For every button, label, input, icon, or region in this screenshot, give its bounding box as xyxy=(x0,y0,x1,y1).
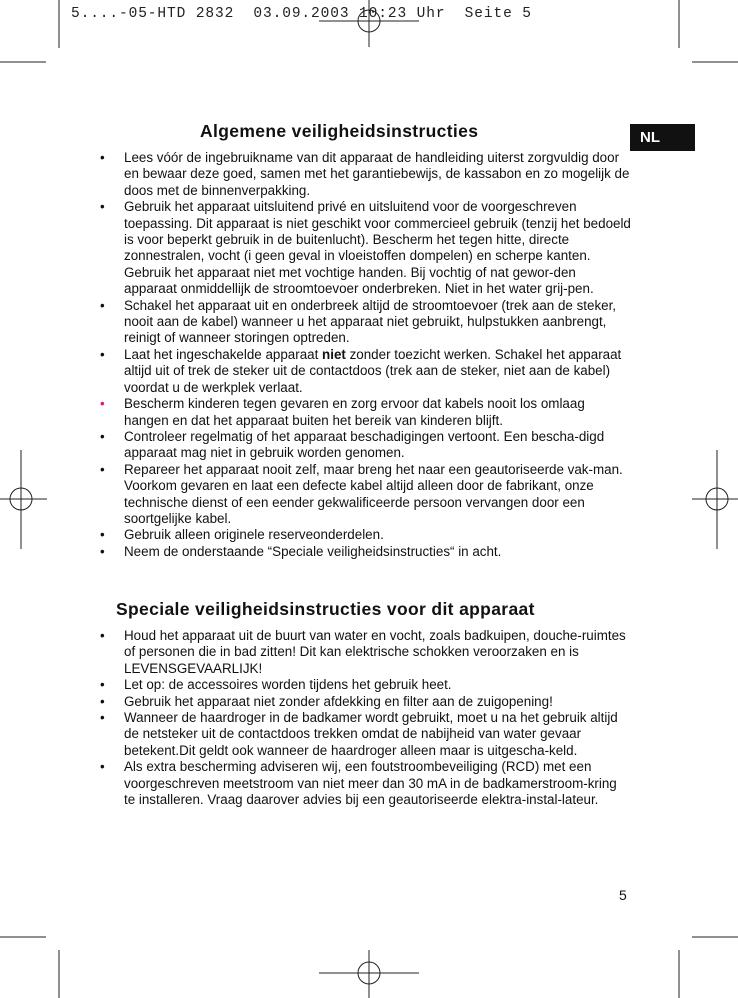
special-safety-list xyxy=(107,628,631,808)
list-item xyxy=(107,347,631,396)
section-title-special: Speciale veiligheidsinstructies voor dit apparaat xyxy=(116,599,535,619)
registration-mark-bottom xyxy=(319,950,419,998)
page-number: 5 xyxy=(619,887,627,903)
list-item: • Schakel het apparaat uit en onderbreek altijd de stroomtoevoer (trek aan de steker, nooit aan de kabel) wanneer u het apparaat niet gebruikt, hulpstukken aanbrengt, reinigt of wanneer storingen optreden. xyxy=(107,298,631,347)
list-item: • Repareer het apparaat nooit zelf, maar breng het naar een geautoriseerde vak-man. Voorkom gevaren en laat een defecte kabel altijd alleen door de fabrikant, onze technische dienst of een eender gekwalificeerde persoon vervangen door een soortgelijke kabel. xyxy=(107,462,631,528)
list-item: • Let op: de accessoires worden tijdens het gebruik heet. xyxy=(107,677,631,693)
list-item: • Controleer regelmatig of het apparaat beschadigingen vertoont. Een bescha-digd apparaat mag niet in gebruik worden genomen. xyxy=(107,429,631,462)
list-item-text: zonder toezicht werken. Schakel het apparaat altijd uit of trek de steker uit de contactdoos (trek aan de steker, niet aan de kabel) voordat u de werkplek verlaat. xyxy=(124,346,622,395)
language-tab: NL xyxy=(630,124,695,151)
list-item: • Gebruik het apparaat uitsluitend privé en uitsluitend voor de voorgeschreven toepassing. Dit apparaat is niet geschikt voor commercieel gebruik (tenzij het bedoeld is voor beperkt gebruik in de buitenlucht). Bescherm het tegen hitte, directe zonnestralen, vocht (i geen geval in vloeistoffen dompelen) en scherpe kanten. Gebruik het apparaat niet met vochtige handen. Bij vochtig of nat gewor-den apparaat onmiddellijk de stroomtoevoer onderbreken. Niet in het water grij-pen. xyxy=(107,199,631,297)
list-item: • Wanneer de haardroger in de badkamer wordt gebruikt, moet u na het gebruik altijd de netsteker uit de contactdoos trekken omdat de nabijheid van water gevaar betekent.Dit geldt ook wanneer de haardroger alleen maar is uitgescha-keld. xyxy=(107,710,631,759)
list-item-highlighted: • Bescherm kinderen tegen gevaren en zorg ervoor dat kabels nooit los omlaag hangen en dat het apparaat buiten het bereik van kinderen blijft. xyxy=(107,396,631,429)
registration-mark-top xyxy=(319,0,419,47)
section-title-general: Algemene veiligheidsinstructies xyxy=(200,121,479,141)
list-item: • Gebruik het apparaat niet zonder afdekking en filter aan de zuigopening! xyxy=(107,694,631,710)
list-item: • Lees vóór de ingebruikname van dit apparaat de handleiding uiterst zorgvuldig door en bewaar deze goed, samen met het garantiebewijs, de kassabon en zo mogelijk de doos met de binnenverpakking. xyxy=(107,150,631,199)
general-safety-list xyxy=(107,150,631,560)
list-item: • Neem de onderstaande “Speciale veiligheidsinstructies“ in acht. xyxy=(107,544,631,560)
registration-mark-right xyxy=(692,450,738,549)
list-item: • Als extra bescherming adviseren wij, een foutstroombeveiliging (RCD) met een voorgeschreven meetstroom van niet meer dan 30 mA in de badkamerstroom-kring te installeren. Vraag daarover advies bij een geautoriseerde elektra-instal-lateur. xyxy=(107,759,631,808)
list-item-text: Laat het ingeschakelde apparaat xyxy=(124,346,323,362)
list-item: • Gebruik alleen originele reserveonderdelen. xyxy=(107,527,631,543)
list-item: • Houd het apparaat uit de buurt van water en vocht, zoals badkuipen, douche-ruimtes of personen die in bad zitten! Dit kan elektrische schokken veroorzaken en is LEVENSGEVAARLIJK! xyxy=(107,628,631,677)
print-slug-header: 5....-05-HTD 2832 03.09.2003 10:23 Uhr Seite 5 xyxy=(71,6,532,22)
registration-mark-left xyxy=(0,450,47,549)
emphasis-niet: niet xyxy=(322,346,346,362)
